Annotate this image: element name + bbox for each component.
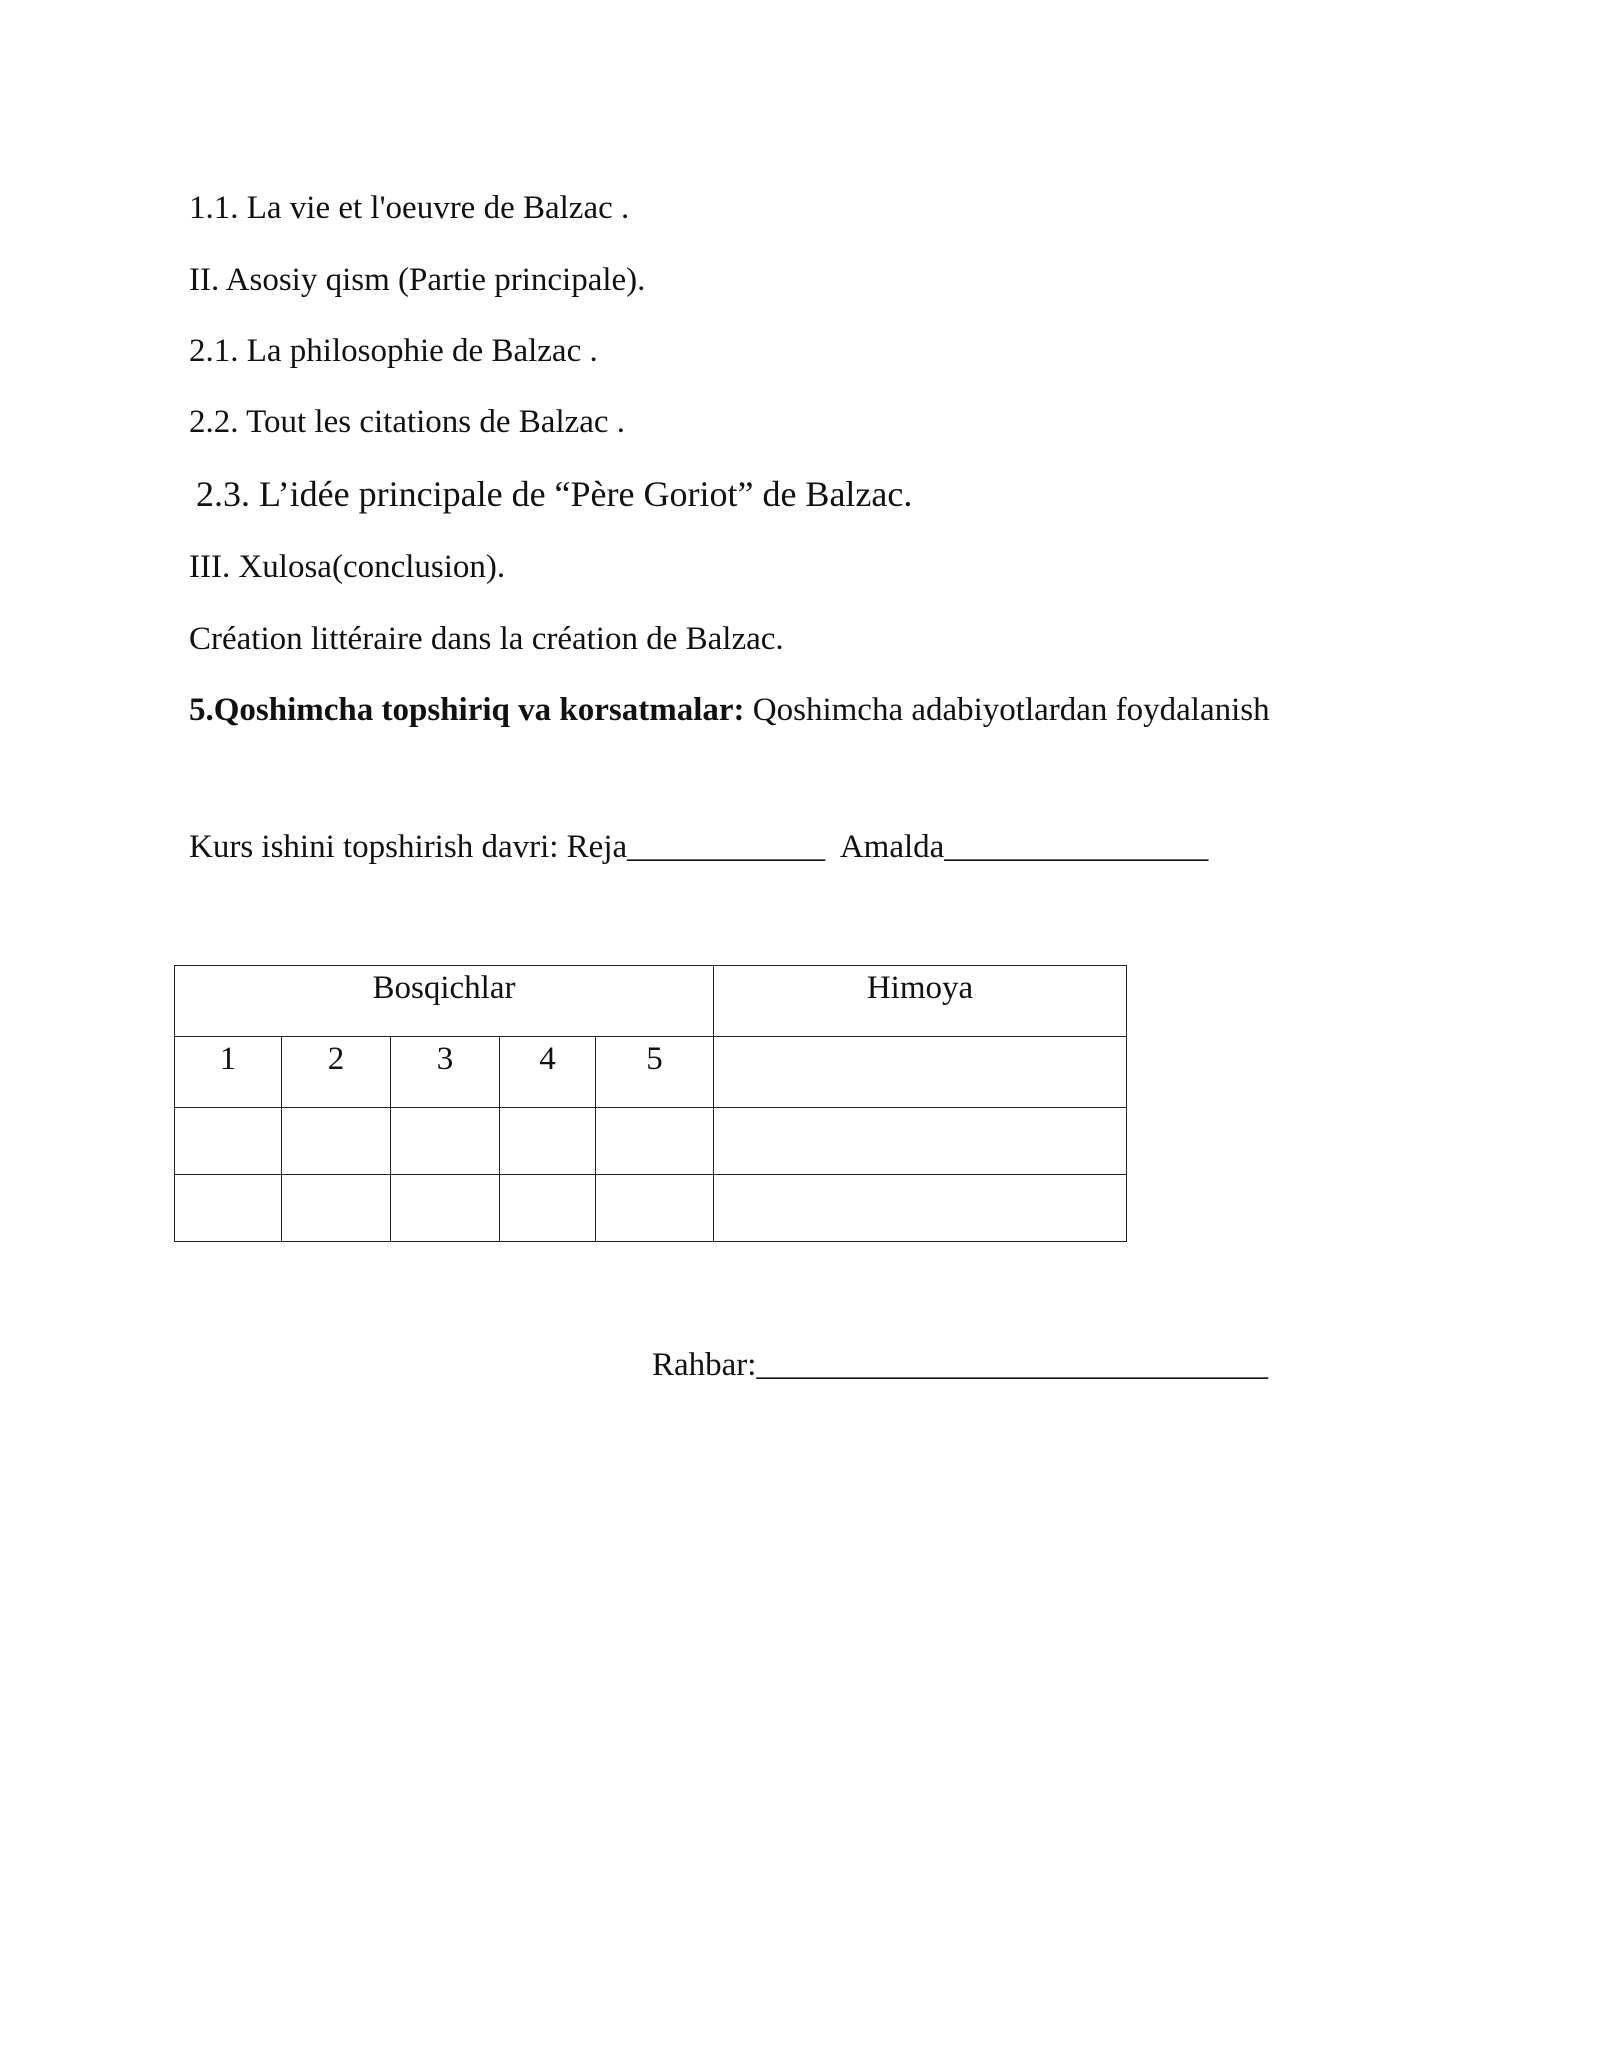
outline-conclusion-topic: Création littéraire dans la création de Balzac.	[189, 621, 784, 657]
table-cell[interactable]	[391, 1108, 500, 1175]
supervisor-label: Rahbar:	[652, 1347, 757, 1383]
submission-plan-blank[interactable]: ____________	[627, 829, 826, 865]
stage-number-cell: 3	[391, 1037, 500, 1108]
additional-task-label: 5.Qoshimcha topshiriq va korsatmalar:	[189, 692, 745, 728]
defense-header: Himoya	[714, 966, 1127, 1037]
table-cell[interactable]	[500, 1175, 596, 1242]
outline-section-2: II. Asosiy qism (Partie principale).	[189, 262, 646, 298]
table-cell[interactable]	[596, 1108, 714, 1175]
table-cell[interactable]	[282, 1108, 391, 1175]
defense-cell[interactable]	[714, 1037, 1127, 1108]
additional-task	[189, 690, 1270, 730]
outline-item-1-1: 1.1. La vie et l'oeuvre de Balzac .	[189, 190, 630, 226]
additional-task-text: Qoshimcha adabiyotlardan foydalanish	[744, 692, 1270, 728]
table-header-row	[175, 966, 1127, 1037]
supervisor-signature	[652, 1345, 1268, 1385]
outline-item-2-2: 2.2. Tout les citations de Balzac .	[189, 404, 626, 440]
stages-header: Bosqichlar	[175, 966, 714, 1037]
outline-item-2-3: 2.3. L’idée principale de “Père Goriot” de Balzac.	[196, 474, 913, 514]
supervisor-signature-blank[interactable]: _______________________________	[756, 1347, 1268, 1383]
submission-plan-label: Kurs ishini topshirish davri: Reja	[189, 829, 628, 865]
stage-number-cell: 4	[500, 1037, 596, 1108]
table-cell[interactable]	[596, 1175, 714, 1242]
table-cell[interactable]	[175, 1175, 282, 1242]
submission-actual-blank[interactable]: ________________	[944, 829, 1209, 865]
stages-table	[174, 965, 1127, 1242]
table-cell[interactable]	[175, 1108, 282, 1175]
table-cell[interactable]	[714, 1108, 1127, 1175]
table-cell[interactable]	[500, 1108, 596, 1175]
submission-period	[189, 827, 1208, 867]
table-row	[175, 1037, 1127, 1108]
outline-item-2-1: 2.1. La philosophie de Balzac .	[189, 333, 598, 369]
stage-number-cell: 2	[282, 1037, 391, 1108]
stage-number-cell: 1	[175, 1037, 282, 1108]
table-cell[interactable]	[282, 1175, 391, 1242]
stage-number-cell: 5	[596, 1037, 714, 1108]
table-row	[175, 1175, 1127, 1242]
outline-section-3: III. Xulosa(conclusion).	[189, 549, 506, 585]
table-cell[interactable]	[391, 1175, 500, 1242]
table-row	[175, 1108, 1127, 1175]
submission-actual-label: Amalda	[825, 829, 945, 865]
table-cell[interactable]	[714, 1175, 1127, 1242]
